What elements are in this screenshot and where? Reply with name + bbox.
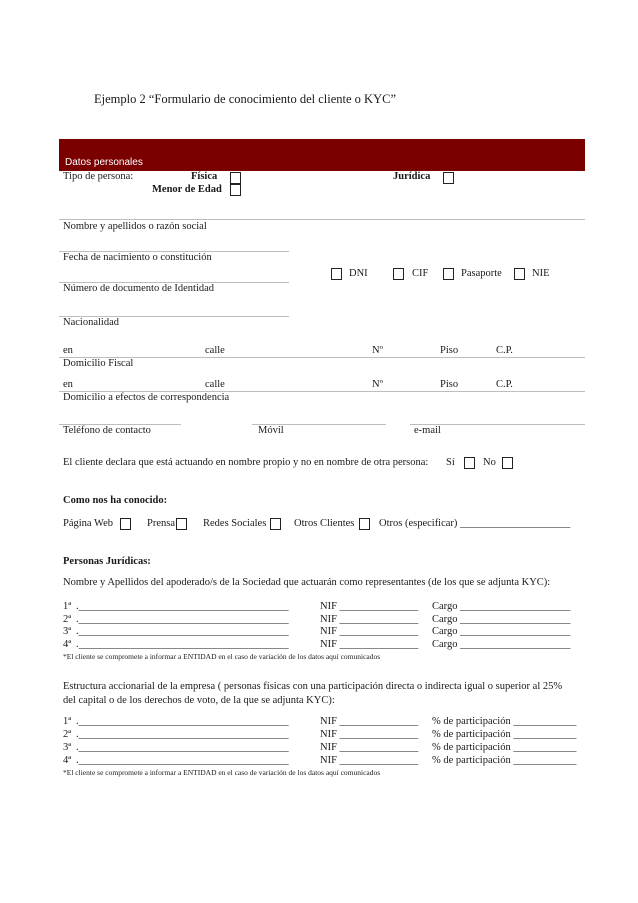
section-header-title: Datos personales <box>65 157 143 168</box>
name-field[interactable]: .________________________________________ <box>76 626 289 637</box>
address-piso-label: Piso <box>440 345 459 356</box>
nif-field[interactable]: NIF _______________ <box>320 601 419 612</box>
juridica-label: Jurídica <box>393 171 431 182</box>
telefono-label: Teléfono de contacto <box>63 425 151 436</box>
fisica-label: Física <box>191 171 218 182</box>
nif-field[interactable]: NIF _______________ <box>320 614 419 625</box>
no-label: No <box>483 457 496 468</box>
nif-field[interactable]: NIF _______________ <box>320 639 419 650</box>
address-en-label: en <box>63 345 73 356</box>
declaracion-text: El cliente declara que está actuando en nombre propio y no en nombre de otra persona: <box>63 457 429 468</box>
menor-edad-checkbox[interactable] <box>230 184 241 196</box>
nif-field[interactable]: NIF _______________ <box>320 626 419 637</box>
si-checkbox[interactable] <box>464 457 475 469</box>
address-calle-label: calle <box>205 379 225 390</box>
personas-juridicas-heading: Personas Jurídicas: <box>63 556 151 567</box>
address-calle-label: calle <box>205 345 225 356</box>
divider <box>59 357 585 358</box>
participacion-field[interactable]: % de participación ____________ <box>432 729 577 740</box>
nif-field[interactable]: NIF _______________ <box>320 742 419 753</box>
nombre-label: Nombre y apellidos o razón social <box>63 221 207 232</box>
nif-field[interactable]: NIF _______________ <box>320 755 419 766</box>
name-field[interactable]: .________________________________________ <box>76 639 289 650</box>
estructura-intro-line1: Estructura accionarial de la empresa ( personas físicas con una participación directa o indirecta igual o superior al 25% <box>63 681 563 692</box>
cargo-field[interactable]: Cargo _____________________ <box>432 614 571 625</box>
prensa-checkbox[interactable] <box>176 518 187 530</box>
tipo-persona-label: Tipo de persona: <box>63 171 134 182</box>
si-label: Sí <box>446 457 455 468</box>
address-cp-label: C.P. <box>496 379 513 390</box>
estructura-note: *El cliente se compromete a informar a ENTIDAD en el caso de variación de los datos aquí comunicados <box>63 768 381 777</box>
address-piso-label: Piso <box>440 379 459 390</box>
no-checkbox[interactable] <box>502 457 513 469</box>
name-field[interactable]: .________________________________________ <box>76 729 289 740</box>
estructura-intro-line2: del capital o de los derechos de voto, de la que se adjunta KYC): <box>63 695 335 706</box>
row-number: 1ª <box>63 601 72 612</box>
otros-especificar-label: Otros (especificar) _____________________ <box>379 518 571 529</box>
fisica-checkbox[interactable] <box>230 172 241 184</box>
name-field[interactable]: .________________________________________ <box>76 742 289 753</box>
juridica-checkbox[interactable] <box>443 172 454 184</box>
menor-edad-label: Menor de Edad <box>152 184 222 195</box>
row-number: 4ª <box>63 755 72 766</box>
juridicas-note: *El cliente se compromete a informar a ENTIDAD en el caso de variación de los datos aquí comunicados <box>63 652 381 661</box>
pagina-web-checkbox[interactable] <box>120 518 131 530</box>
nie-checkbox[interactable] <box>514 268 525 280</box>
row-number: 3ª <box>63 742 72 753</box>
pasaporte-checkbox[interactable] <box>443 268 454 280</box>
pasaporte-label: Pasaporte <box>461 268 502 279</box>
address-numero-label: Nº <box>372 345 383 356</box>
name-field[interactable]: .________________________________________ <box>76 716 289 727</box>
cargo-field[interactable]: Cargo _____________________ <box>432 601 571 612</box>
cargo-field[interactable]: Cargo _____________________ <box>432 639 571 650</box>
fecha-label: Fecha de nacimiento o constitución <box>63 252 212 263</box>
name-field[interactable]: .________________________________________ <box>76 755 289 766</box>
cif-label: CIF <box>412 268 429 279</box>
otros-clientes-label: Otros Clientes <box>294 518 355 529</box>
nif-field[interactable]: NIF _______________ <box>320 729 419 740</box>
document-title: Ejemplo 2 “Formulario de conocimiento del cliente o KYC” <box>94 92 397 106</box>
email-label: e-mail <box>414 425 441 436</box>
address-en-label: en <box>63 379 73 390</box>
apoderados-intro: Nombre y Apellidos del apoderado/s de la Sociedad que actuarán como representantes (de los que se adjunta KYC): <box>63 577 551 588</box>
participacion-field[interactable]: % de participación ____________ <box>432 716 577 727</box>
dni-checkbox[interactable] <box>331 268 342 280</box>
address-numero-label: Nº <box>372 379 383 390</box>
divider <box>59 219 585 220</box>
redes-sociales-checkbox[interactable] <box>270 518 281 530</box>
prensa-label: Prensa <box>147 518 175 529</box>
nie-label: NIE <box>532 268 550 279</box>
dni-label: DNI <box>349 268 368 279</box>
section-header-bar <box>59 139 585 171</box>
numero-documento-label: Número de documento de Identidad <box>63 283 215 294</box>
name-field[interactable]: .________________________________________ <box>76 601 289 612</box>
como-heading: Como nos ha conocido: <box>63 495 168 506</box>
address-cp-label: C.P. <box>496 345 513 356</box>
movil-label: Móvil <box>258 425 284 436</box>
otros-clientes-checkbox[interactable] <box>359 518 370 530</box>
row-number: 2ª <box>63 614 72 625</box>
name-field[interactable]: .________________________________________ <box>76 614 289 625</box>
row-number: 4ª <box>63 639 72 650</box>
cif-checkbox[interactable] <box>393 268 404 280</box>
cargo-field[interactable]: Cargo _____________________ <box>432 626 571 637</box>
nacionalidad-label: Nacionalidad <box>63 317 119 328</box>
participacion-field[interactable]: % de participación ____________ <box>432 742 577 753</box>
row-number: 1ª <box>63 716 72 727</box>
nif-field[interactable]: NIF _______________ <box>320 716 419 727</box>
pagina-web-label: Página Web <box>63 518 113 529</box>
row-number: 2ª <box>63 729 72 740</box>
domicilio-fiscal-label: Domicilio Fiscal <box>63 358 134 369</box>
row-number: 3ª <box>63 626 72 637</box>
redes-sociales-label: Redes Sociales <box>203 518 267 529</box>
domicilio-correspondencia-label: Domicilio a efectos de correspondencia <box>63 392 230 403</box>
participacion-field[interactable]: % de participación ____________ <box>432 755 577 766</box>
